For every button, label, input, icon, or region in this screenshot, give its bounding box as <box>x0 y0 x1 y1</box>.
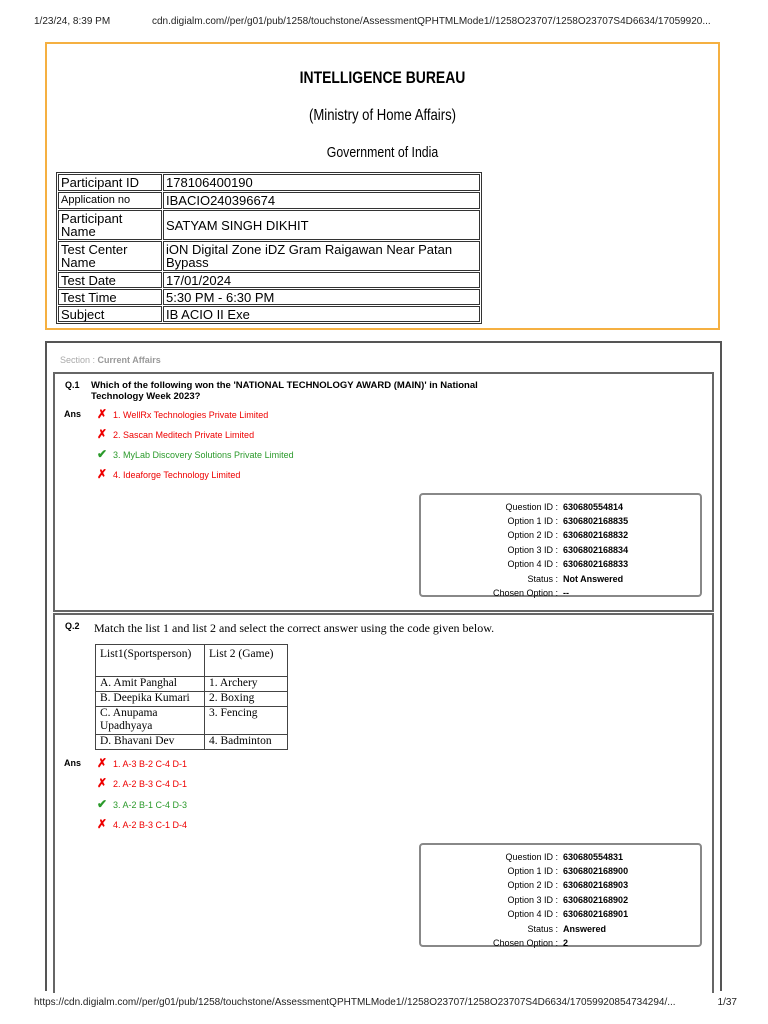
info-value: 5:30 PM - 6:30 PM <box>163 289 480 305</box>
meta-row <box>421 924 700 938</box>
match-header-row <box>96 645 288 677</box>
meta-key: Status : <box>527 574 558 584</box>
meta-row <box>421 938 700 952</box>
participant-info-table <box>56 172 482 324</box>
option-1 <box>97 756 187 770</box>
option-text: 4. A-2 B-3 C-1 D-4 <box>113 820 188 830</box>
section-panel <box>45 341 722 991</box>
match-row <box>96 692 288 707</box>
option-text: 2. Sascan Meditech Private Limited <box>113 430 255 440</box>
meta-row <box>421 866 700 880</box>
meta-value: 6306802168901 <box>563 909 629 919</box>
meta-value: -- <box>563 588 569 598</box>
match-row <box>96 677 288 692</box>
org-ministry: (Ministry of Home Affairs) <box>308 107 457 124</box>
info-row <box>58 289 480 305</box>
cross-icon: ✗ <box>97 776 108 790</box>
meta-row <box>421 895 700 909</box>
meta-row <box>421 574 700 588</box>
section-title <box>60 355 161 365</box>
option-4 <box>97 467 240 481</box>
info-row <box>58 174 480 191</box>
option-text: 2. A-2 B-3 C-4 D-1 <box>113 779 188 789</box>
meta-row <box>421 516 700 530</box>
check-icon: ✔ <box>97 797 108 811</box>
meta-key: Question ID : <box>505 852 558 862</box>
option-2 <box>97 776 187 790</box>
ans-label: Ans <box>64 758 82 768</box>
meta-value: 2 <box>563 938 569 948</box>
meta-value: Answered <box>563 924 607 934</box>
meta-value: 630680554831 <box>563 852 624 862</box>
info-row <box>58 272 480 288</box>
option-3 <box>97 447 294 461</box>
option-2 <box>97 427 254 441</box>
meta-value: 6306802168835 <box>563 516 629 526</box>
match-cell: 2. Boxing <box>205 692 288 707</box>
print-url: cdn.digialm.com//per/g01/pub/1258/touchstone/AssessmentQPHTMLMode1//1258O23707/1258O23707S4D6634/17059920... <box>152 16 711 27</box>
match-header: List 2 (Game) <box>205 645 288 677</box>
match-cell: B. Deepika Kumari <box>96 692 205 707</box>
info-value: IB ACIO II Exe <box>163 306 480 322</box>
info-label: Test Center Name <box>58 241 162 271</box>
cross-icon: ✗ <box>97 427 108 441</box>
info-label: Application no <box>58 192 162 209</box>
meta-key: Option 2 ID : <box>507 880 558 890</box>
option-text: 1. WellRx Technologies Private Limited <box>113 410 269 420</box>
info-value: IBACIO240396674 <box>163 192 480 209</box>
meta-key: Chosen Option : <box>492 938 558 948</box>
meta-row <box>421 545 700 559</box>
info-value: 17/01/2024 <box>163 272 480 288</box>
meta-key: Status : <box>527 924 558 934</box>
match-row <box>96 735 288 750</box>
question-meta <box>419 843 702 947</box>
cross-icon: ✗ <box>97 756 108 770</box>
ans-label: Ans <box>64 409 82 419</box>
meta-row <box>421 852 700 866</box>
question-text: Which of the following won the 'NATIONAL TECHNOLOGY AWARD (MAIN)' in National Technology Week 2023? <box>91 380 478 402</box>
match-cell: D. Bhavani Dev <box>96 735 205 750</box>
match-row <box>96 707 288 735</box>
section-prefix: Section : <box>60 355 98 365</box>
cross-icon: ✗ <box>97 467 108 481</box>
meta-value: 6306802168832 <box>563 530 629 540</box>
match-cell: 1. Archery <box>205 677 288 692</box>
option-text: 4. Ideaforge Technology Limited <box>113 470 241 480</box>
match-cell: 4. Badminton <box>205 735 288 750</box>
option-text: 3. MyLab Discovery Solutions Private Limited <box>113 450 294 460</box>
meta-key: Question ID : <box>505 502 558 512</box>
info-label: Participant ID <box>58 174 162 191</box>
info-label: Test Time <box>58 289 162 305</box>
meta-row <box>421 588 700 602</box>
meta-row <box>421 559 700 573</box>
section-name: Current Affairs <box>97 355 161 365</box>
meta-value: 6306802168902 <box>563 895 629 905</box>
info-value: SATYAM SINGH DIKHIT <box>163 210 480 240</box>
meta-key: Option 2 ID : <box>507 530 558 540</box>
meta-key: Chosen Option : <box>492 588 558 598</box>
org-government: Government of India <box>326 144 439 161</box>
info-label: Test Date <box>58 272 162 288</box>
candidate-header <box>45 42 720 330</box>
info-label: Subject <box>58 306 162 322</box>
question-number: Q.1 <box>65 380 80 390</box>
info-row <box>58 192 480 209</box>
match-table <box>95 644 288 750</box>
meta-key: Option 4 ID : <box>507 559 558 569</box>
cross-icon: ✗ <box>97 407 108 421</box>
meta-key: Option 4 ID : <box>507 909 558 919</box>
org-title: INTELLIGENCE BUREAU <box>299 68 466 87</box>
cross-icon: ✗ <box>97 817 108 831</box>
meta-key: Option 3 ID : <box>507 895 558 905</box>
question-number: Q.2 <box>65 621 80 631</box>
match-cell: C. Anupama Upadhyaya <box>96 707 205 735</box>
info-row <box>58 210 480 240</box>
option-text: 3. A-2 B-1 C-4 D-3 <box>113 800 188 810</box>
meta-key: Option 1 ID : <box>507 866 558 876</box>
meta-value: 6306802168900 <box>563 866 629 876</box>
meta-value: 630680554814 <box>563 502 624 512</box>
match-header: List1(Sportsperson) <box>96 645 205 677</box>
option-1 <box>97 407 268 421</box>
option-3 <box>97 797 187 811</box>
meta-value: 6306802168834 <box>563 545 629 555</box>
option-4 <box>97 817 187 831</box>
info-row <box>58 306 480 322</box>
check-icon: ✔ <box>97 447 108 461</box>
page-number: 1/37 <box>717 997 737 1008</box>
meta-value: Not Answered <box>563 574 624 584</box>
match-cell: 3. Fencing <box>205 707 288 735</box>
print-footer-url: https://cdn.digialm.com//per/g01/pub/1258/touchstone/AssessmentQPHTMLMode1//1258O23707/1258O23707S4D6634/17059920854734294/... <box>34 997 676 1008</box>
option-text: 1. A-3 B-2 C-4 D-1 <box>113 759 188 769</box>
question-text: Match the list 1 and list 2 and select the correct answer using the code given below. <box>94 621 495 635</box>
info-row <box>58 241 480 271</box>
meta-row <box>421 502 700 516</box>
question-meta <box>419 493 702 597</box>
question-2 <box>53 613 714 993</box>
question-1 <box>53 372 714 612</box>
meta-value: 6306802168833 <box>563 559 629 569</box>
meta-row <box>421 880 700 894</box>
info-value: 178106400190 <box>163 174 480 191</box>
info-value: iON Digital Zone iDZ Gram Raigawan Near Patan Bypass <box>163 241 480 271</box>
match-cell: A. Amit Panghal <box>96 677 205 692</box>
meta-key: Option 3 ID : <box>507 545 558 555</box>
meta-row <box>421 530 700 544</box>
print-datetime: 1/23/24, 8:39 PM <box>34 16 111 27</box>
info-label: Participant Name <box>58 210 162 240</box>
meta-value: 6306802168903 <box>563 880 629 890</box>
meta-key: Option 1 ID : <box>507 516 558 526</box>
meta-row <box>421 909 700 923</box>
